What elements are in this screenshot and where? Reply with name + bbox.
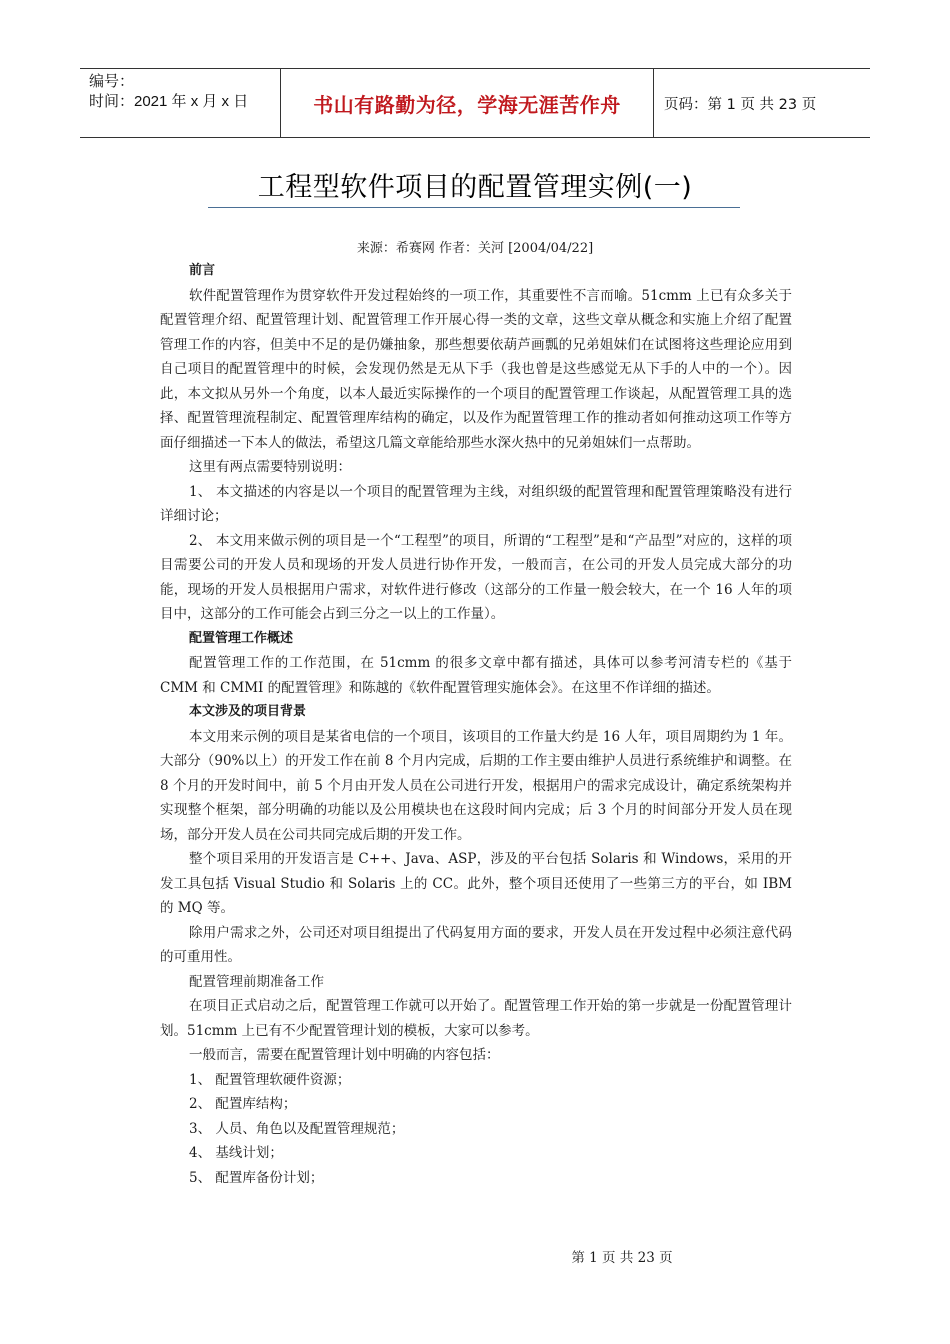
- paragraph-subheading: 配置管理前期准备工作: [189, 973, 324, 990]
- page-footer: 第 1 页 共 23 页: [571, 1250, 673, 1266]
- header-time-label: 时间：2021 年 x 月 x 日: [89, 93, 249, 110]
- header-page-info: 页码：第 1 页 共 23 页: [664, 96, 817, 113]
- heading-preface: 前言: [189, 263, 216, 278]
- paragraph: 软件配置管理作为贯穿软件开发过程始终的一项工作，其重要性不言而喻。51cmm 上已有众多关于配置管理介绍、配置管理计划、配置管理工作开展心得一类的文章，这些文章从概念和实施上介绍了配置管理工作的内容，但美中不足的是仍嫌抽象，那些想要依葫芦画瓢的兄弟姐妹们在试图将这些理论应用到自己项目的配置管理中的时候，会发现仍然是无从下手（我也曾是这些感觉无从下手的人中的一个）。因此，本文拟从另外一个角度，以本人最近实际操作的一个项目的配置管理工作谈起，从配置管理工具的选择、配置管理流程制定、配置管理库结构的确定，以及作为配置管理工作的推动者如何推动这项工作等方面仔细描述一下本人的做法，希望这几篇文章能给那些水深火热中的兄弟姐妹们一点帮助。: [160, 287, 792, 451]
- list-item: 1、 配置管理软硬件资源；: [189, 1071, 351, 1088]
- list-item: 5、 配置库备份计划；: [189, 1169, 324, 1186]
- document-title: 工程型软件项目的配置管理实例(一): [257, 172, 693, 203]
- paragraph: 整个项目采用的开发语言是 C++、Java、ASP，涉及的平台包括 Solaris 和 Windows，采用的开发工具包括 Visual Studio 和 Solaris 上的 CC。此外，整个项目还使用了一些第三方的平台，如 IBM 的 MQ 等。: [160, 851, 792, 916]
- paragraph: 这里有两点需要特别说明：: [189, 459, 351, 475]
- paragraph-numbered: 2、 本文用来做示例的项目是一个“工程型”的项目，所谓的“工程型”是和“产品型”对应的，这样的项目需要公司的开发人员和现场的开发人员进行协作开发，一般而言，在公司的开发人员完成大部分的功能，现场的开发人员根据用户需求，对软件进行修改（这部分的工作量一般会较大，在一个 16 人年的项目中，这部分的工作可能会占到三分之一以上的工作量）。: [160, 532, 792, 622]
- header-meta: [80, 69, 281, 137]
- paragraph: 一般而言，需要在配置管理计划中明确的内容包括：: [189, 1047, 500, 1063]
- header-motto: 书山有路勤为径，学海无涯苦作舟: [313, 92, 621, 117]
- list-item: 4、 基线计划；: [189, 1145, 283, 1161]
- list-item: 3、 人员、角色以及配置管理规范；: [189, 1120, 405, 1137]
- header-motto-cell: [281, 69, 654, 137]
- paragraph: 除用户需求之外，公司还对项目组提出了代码复用方面的要求，开发人员在开发过程中必须注意代码的可重用性。: [160, 924, 792, 965]
- paragraph-numbered: 1、 本文描述的内容是以一个项目的配置管理为主线，对组织级的配置管理和配置管理策略没有进行详细讨论；: [160, 483, 792, 524]
- header-number-label: 编号：: [89, 73, 135, 90]
- page-header: [80, 68, 870, 138]
- source-line: 来源：希赛网 作者：关河 [2004/04/22]: [356, 241, 594, 256]
- paragraph: 配置管理工作的工作范围，在 51cmm 的很多文章中都有描述，具体可以参考河清专栏的《基于CMM 和 CMMI 的配置管理》和陈越的《软件配置管理实施体会》。在这里不作详细的描述。: [160, 655, 792, 696]
- list-item: 2、 配置库结构；: [189, 1096, 297, 1112]
- paragraph: 在项目正式启动之后，配置管理工作就可以开始了。配置管理工作开始的第一步就是一份配置管理计划。51cmm 上已有不少配置管理计划的模板，大家可以参考。: [160, 998, 792, 1039]
- paragraph: 本文用来示例的项目是某省电信的一个项目，该项目的工作量大约是 16 人年，项目周期约为 1 年。大部分（90%以上）的开发工作在前 8 个月内完成，后期的工作主要由维护人员进行系统维护和调整。在 8 个月的开发时间中，前 5 个月由开发人员在公司进行开发，根据用户的需求完成设计，确定系统架构并实现整个框架，部分明确的功能以及公用模块也在这段时间内完成；后 3 个月的时间部分开发人员在现场，部分开发人员在公司共同完成后期的开发工作。: [160, 728, 792, 843]
- title-underline: [208, 207, 740, 208]
- article-body: [160, 259, 792, 1190]
- heading-background: 本文涉及的项目背景: [189, 704, 307, 719]
- heading-overview: 配置管理工作概述: [189, 630, 294, 646]
